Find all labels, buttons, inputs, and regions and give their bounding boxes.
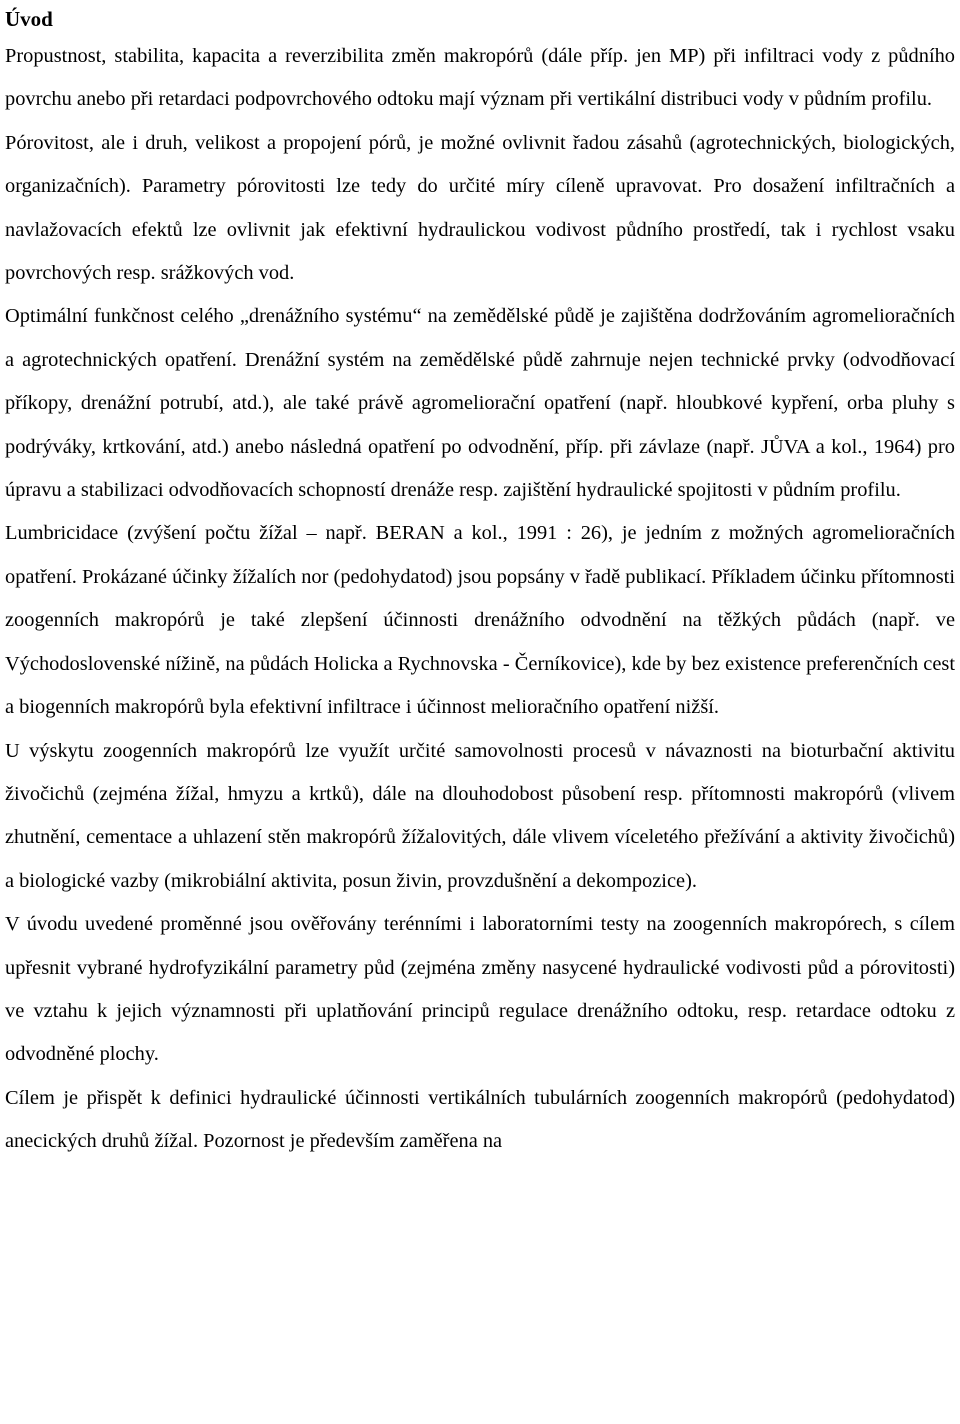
paragraph: U výskytu zoogenních makropórů lze využít určité samovolnosti procesů v návaznosti na bioturbační aktivitu živočichů (zejména žížal, hmyzu a krtků), dále na dlouhodobost působení resp. přítomnosti makropórů (vlivem zhutnění, cementace a uhlazení stěn makropórů žížalovitých, dále vlivem víceletého přežívání a aktivity živočichů) a biologické vazby (mikrobiální aktivita, posun živin, provzdušnění a dekompozice). (5, 739, 955, 892)
paragraph: Optimální funkčnost celého „drenážního systému“ na zemědělské půdě je zajištěna dodržováním agromelioračních a agrotechnických opatření. Drenážní systém na zemědělské půdě zahrnuje nejen technické prvky (odvodňovací příkopy, drenážní potrubí, atd.), ale také právě agromeliorační opatření (např. hloubkové kypření, orba pluhy s podrýváky, krtkování, atd.) anebo následná opatření po odvodnění, příp. při závlaze (např. JŮVA a kol., 1964) pro úpravu a stabilizaci odvodňovacích schopností drenáže resp. zajištění hydraulické spojitosti v půdním profilu. (5, 305, 955, 502)
paragraph: Cílem je přispět k definici hydraulické účinnosti vertikálních tubulárních zoogenních makropórů (pedohydatod) anecických druhů žížal. Pozornost je především zaměřena na (5, 1086, 955, 1153)
paragraph: Lumbricidace (zvýšení počtu žížal – např. BERAN a kol., 1991 : 26), je jedním z možných agromelioračních opatření. Prokázané účinky žížalích nor (pedohydatod) jsou popsány v řadě publikací. Příkladem účinku přítomnosti zoogenních makropórů je také zlepšení účinnosti drenážního odvodnění na těžkých půdách (např. ve Východoslovenské nížině, na půdách Holicka a Rychnovska - Černíkovice), kde by bez existence preferenčních cest a biogenních makropórů byla efektivní infiltrace i účinnost melioračního opatření nižší. (5, 522, 955, 719)
paragraph: Propustnost, stabilita, kapacita a reverzibilita změn makropórů (dále příp. jen MP) při infiltraci vody z půdního povrchu anebo při retardaci podpovrchového odtoku mají význam při vertikální distribuci vody v půdním profilu. (5, 45, 955, 111)
paragraph: V úvodu uvedené proměnné jsou ověřovány terénními i laboratorními testy na zoogenních makropórech, s cílem upřesnit vybrané hydrofyzikální parametry půd (zejména změny nasycené hydraulické vodivosti půd a pórovitosti) ve vztahu k jejich významnosti při uplatňování principů regulace drenážního odtoku, resp. retardace odtoku z odvodněné plochy. (5, 913, 955, 1066)
section-heading: Úvod (5, 7, 53, 31)
paragraph: Pórovitost, ale i druh, velikost a propojení pórů, je možné ovlivnit řadou zásahů (agrotechnických, biologických, organizačních). Parametry pórovitosti lze tedy do určité míry cíleně upravovat. Pro dosažení infiltračních a navlažovacích efektů lze ovlivnit jak efektivní hydraulickou vodivost půdního prostředí, tak i rychlost vsaku povrchových resp. srážkových vod. (5, 131, 955, 285)
